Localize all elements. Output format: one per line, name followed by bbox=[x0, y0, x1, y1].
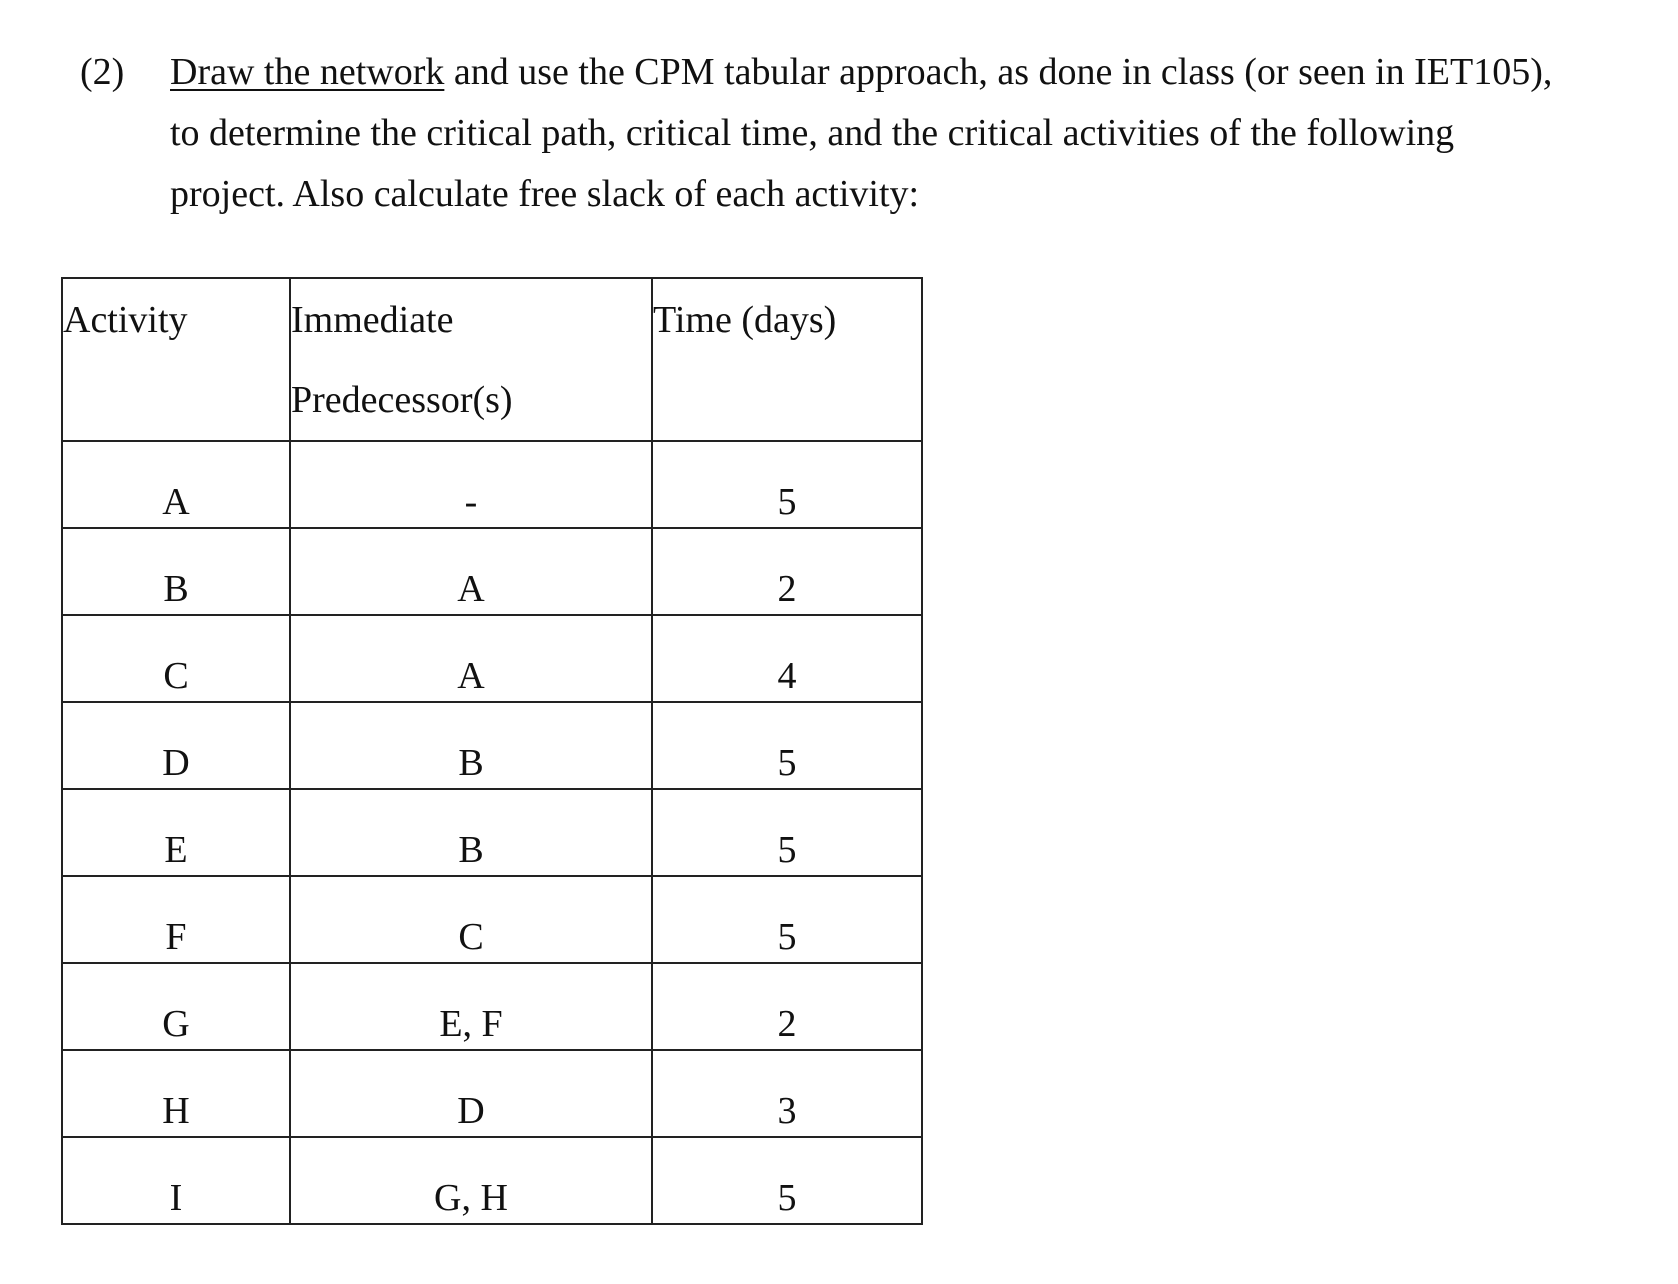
table-row bbox=[62, 876, 922, 963]
header-activity bbox=[62, 278, 290, 441]
header-time bbox=[652, 278, 922, 441]
activity-cell: E bbox=[62, 789, 290, 876]
activity-cell: B bbox=[62, 528, 290, 615]
table-row bbox=[62, 789, 922, 876]
time-cell: 5 bbox=[652, 702, 922, 789]
time-cell: 5 bbox=[652, 876, 922, 963]
table-row bbox=[62, 528, 922, 615]
activity-cell: F bbox=[62, 876, 290, 963]
header-predecessors-line-2: Predecessor(s) bbox=[291, 379, 513, 421]
time-cell: 2 bbox=[652, 963, 922, 1050]
predecessor-cell: A bbox=[290, 615, 652, 702]
table-row bbox=[62, 1137, 922, 1224]
activity-cell: C bbox=[62, 615, 290, 702]
time-cell: 5 bbox=[652, 1137, 922, 1224]
question-text bbox=[170, 42, 1640, 225]
time-cell: 2 bbox=[652, 528, 922, 615]
table-row bbox=[62, 441, 922, 528]
question-line-1 bbox=[170, 42, 1640, 103]
time-cell: 3 bbox=[652, 1050, 922, 1137]
predecessor-cell: C bbox=[290, 876, 652, 963]
predecessor-cell: - bbox=[290, 441, 652, 528]
predecessor-cell: D bbox=[290, 1050, 652, 1137]
header-predecessors-line-1: Immediate bbox=[291, 299, 454, 341]
header-predecessors bbox=[290, 278, 652, 441]
activity-cell: I bbox=[62, 1137, 290, 1224]
predecessor-cell: G, H bbox=[290, 1137, 652, 1224]
activity-cell: G bbox=[62, 963, 290, 1050]
activity-cell: H bbox=[62, 1050, 290, 1137]
header-row bbox=[62, 278, 922, 441]
time-cell: 4 bbox=[652, 615, 922, 702]
table-row bbox=[62, 963, 922, 1050]
table-row bbox=[62, 615, 922, 702]
header-time-label: Time (days) bbox=[653, 299, 837, 341]
predecessor-cell: A bbox=[290, 528, 652, 615]
header-activity-label: Activity bbox=[63, 299, 188, 341]
time-cell: 5 bbox=[652, 441, 922, 528]
activity-cell: D bbox=[62, 702, 290, 789]
question-line-2: to determine the critical path, critical time, and the critical activities of the following bbox=[170, 112, 1455, 154]
activity-table bbox=[61, 277, 923, 1225]
underlined-phrase: Draw the network bbox=[170, 51, 445, 93]
activity-cell: A bbox=[62, 441, 290, 528]
predecessor-cell: B bbox=[290, 702, 652, 789]
predecessor-cell: B bbox=[290, 789, 652, 876]
time-cell: 5 bbox=[652, 789, 922, 876]
table-row bbox=[62, 702, 922, 789]
table-row bbox=[62, 1050, 922, 1137]
question-block bbox=[80, 42, 1640, 225]
predecessor-cell: E, F bbox=[290, 963, 652, 1050]
question-number: (2) bbox=[80, 51, 125, 93]
question-line-1-rest: and use the CPM tabular approach, as done in class (or seen in IET105), bbox=[444, 51, 1553, 93]
question-line-3: project. Also calculate free slack of each activity: bbox=[170, 173, 920, 215]
